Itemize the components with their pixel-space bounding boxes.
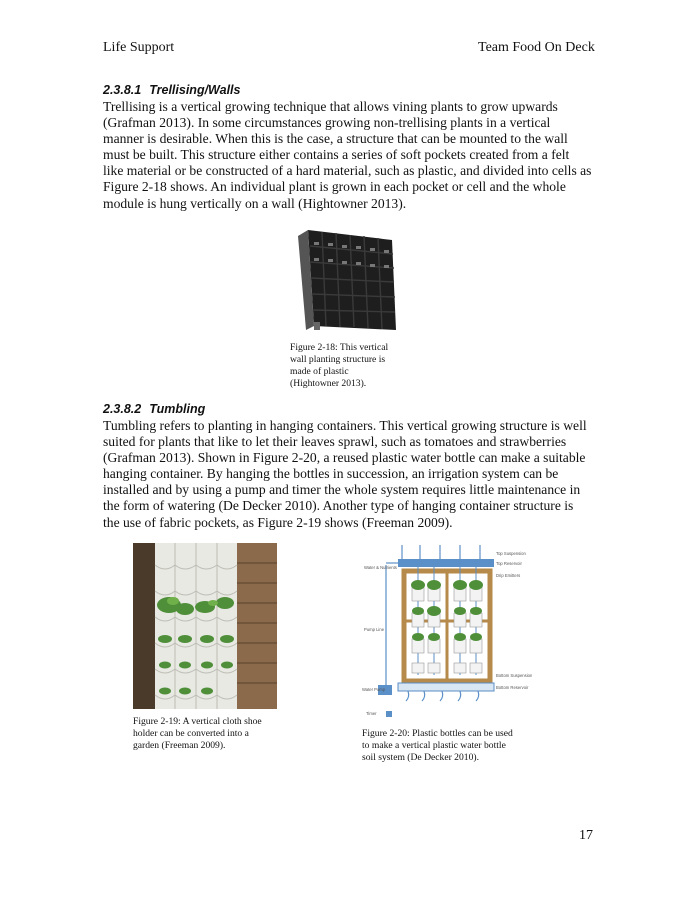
header-right: Team Food On Deck	[478, 40, 595, 55]
section-number: 2.3.8.1	[103, 83, 142, 97]
text-line: must be built. This structure either contains a series of soft pockets created from a felt	[103, 147, 570, 163]
label-top-reservoir: Top Reservoir	[496, 561, 522, 566]
label-bottom-reservoir: Bottom Reservoir	[496, 685, 529, 690]
text-line: module is hung vertically on a wall (Hightowner 2013).	[103, 195, 407, 211]
caption-line: soil system (De Decker 2010).	[362, 752, 479, 763]
figure-2-18-image	[284, 226, 404, 334]
label-drip-emitters: Drip Emitters	[496, 573, 521, 578]
paragraph-trellising	[103, 99, 595, 212]
text-line: suited for plants that like to let their leaves sprawl, such as tomatoes and strawberries	[103, 434, 567, 450]
header-left: Life Support	[103, 40, 175, 55]
text-line: manner is desirable. When this is the case, a structure that can be mounted to the wall	[103, 131, 568, 147]
caption-line: (Hightowner 2013).	[290, 378, 367, 389]
figure-2-20-caption	[362, 728, 513, 764]
bottom-reservoir-bar	[398, 683, 494, 691]
caption-line: Figure 2-18: This vertical	[290, 342, 389, 353]
figure-2-19-image	[133, 543, 277, 709]
caption-line: Figure 2-20: Plastic bottles can be used	[362, 728, 513, 739]
caption-line: wall planting structure is	[290, 354, 386, 365]
wall-planter-illustration	[284, 226, 404, 334]
bottle-system-diagram	[362, 545, 532, 721]
page-number: 17	[579, 828, 593, 843]
shoe-holder-garden-photo	[133, 543, 277, 709]
text-line: installed and by using a pump and timer the whole system requires little maintenance in	[103, 482, 581, 498]
timer	[386, 711, 392, 717]
caption-line: Figure 2-19: A vertical cloth shoe	[133, 716, 262, 727]
label-water-pump: Water Pump	[362, 687, 386, 692]
text-line: Tumbling refers to planting in hanging containers. This vertical growing structure is well	[103, 418, 587, 433]
text-line: the form of watering (De Decker 2010). Another type of hanging container structure is	[103, 498, 574, 514]
text-line: hanging container. By hanging the bottles in succession, an irrigation system can be	[103, 466, 559, 482]
figure-2-20-diagram	[362, 545, 532, 721]
text-line: Figure 2-18 shows. An individual plant is grown in each pocket or cell and the whole	[103, 179, 566, 195]
figure-2-18-caption	[290, 342, 388, 390]
top-reservoir-bar	[398, 559, 494, 567]
label-top-suspension: Top Suspension	[496, 551, 526, 556]
text-line: (Grafman 2013). Shown in Figure 2-20, a reused plastic water bottle can make a suitable	[103, 450, 586, 466]
caption-line: garden (Freeman 2009).	[133, 740, 226, 751]
section-heading-trellising	[103, 83, 240, 97]
paragraph-tumbling	[103, 418, 595, 531]
section-title: Trellising/Walls	[149, 83, 241, 97]
caption-line: holder can be converted into a	[133, 728, 249, 739]
label-timer: Timer	[366, 711, 377, 716]
text-line: Trellising is a vertical growing technique that allows vining plants to grow upwards	[103, 99, 558, 114]
label-water: Water & Nutrients	[364, 565, 397, 570]
figure-2-19-caption	[133, 716, 262, 752]
section-number: 2.3.8.2	[103, 402, 142, 416]
label-bottom-suspension: Bottom Suspension	[496, 673, 532, 678]
section-title: Tumbling	[149, 402, 206, 416]
label-pump-line: Pump Line	[364, 627, 385, 632]
text-line: (Grafman 2013). In some circumstances growing non-trellising plants in a vertical	[103, 115, 551, 131]
caption-line: made of plastic	[290, 366, 349, 377]
text-line: like material or be constructed of a hard material, such as plastic, and divided into cells as	[103, 163, 592, 179]
caption-line: to make a vertical plastic water bottle	[362, 740, 506, 751]
text-line: the use of fabric pockets, as Figure 2-19 shows (Freeman 2009).	[103, 514, 453, 530]
section-heading-tumbling	[103, 402, 205, 416]
